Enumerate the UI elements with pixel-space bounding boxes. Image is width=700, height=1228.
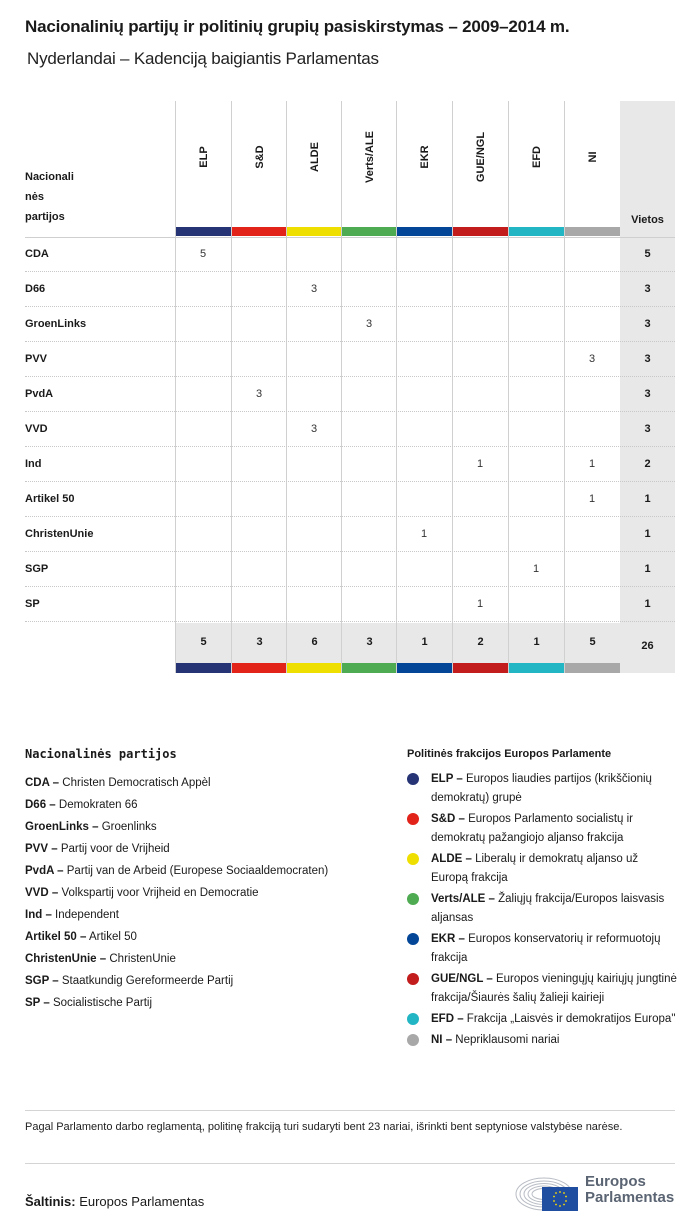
column-label: S&D xyxy=(253,145,266,169)
table-row xyxy=(25,272,675,307)
party-name: CDA xyxy=(25,248,49,260)
row-header: Nacionali nės partijos xyxy=(25,171,74,223)
group-color-bar xyxy=(176,227,231,236)
group-totals-row xyxy=(175,623,620,673)
color-dot-icon xyxy=(407,773,419,785)
party-legend-item: CDA – Christen Democratisch Appèl xyxy=(25,777,211,789)
group-total-cell xyxy=(508,623,564,673)
party-legend-item: ChristenUnie – ChristenUnie xyxy=(25,953,176,965)
column-header-ekr xyxy=(396,101,452,237)
group-total-value: 3 xyxy=(256,636,263,648)
seat-cell: 1 xyxy=(588,493,596,505)
group-color-bar xyxy=(232,663,287,673)
table-row xyxy=(25,377,675,412)
color-dot-icon xyxy=(407,933,419,945)
column-header-efd xyxy=(508,101,564,237)
group-total-value: 5 xyxy=(200,636,207,648)
group-total-value: 1 xyxy=(533,636,540,648)
party-legend-item: Artikel 50 – Artikel 50 xyxy=(25,931,137,943)
party-name: PVV xyxy=(25,353,48,365)
party-name: Ind xyxy=(25,458,42,470)
group-total-cell xyxy=(564,623,620,673)
party-legend-item: SGP – Staatkundig Gereformeerde Partij xyxy=(25,975,234,987)
party-name: Artikel 50 xyxy=(25,493,75,505)
groups-legend xyxy=(407,770,677,1052)
page-title: Nacionalinių partijų ir politinių grupių pasiskirstymas – 2009–2014 m. xyxy=(25,17,570,36)
seat-cell: 1 xyxy=(532,563,540,575)
table-row xyxy=(25,517,675,552)
footnote: Pagal Parlamento darbo reglamentą, politinę frakciją turi sudaryti bent 23 nariai, išrinkti bent septyniose valstybėse narėse. xyxy=(25,1121,623,1133)
row-total: 2 xyxy=(644,458,651,470)
color-dot-icon xyxy=(407,1034,419,1046)
column-label: EFD xyxy=(530,146,543,168)
seat-cell: 5 xyxy=(199,248,207,260)
column-header-sd xyxy=(231,101,287,237)
party-legend-item: PVV – Partij voor de Vrijheid xyxy=(25,843,170,855)
page-subtitle: Nyderlandai – Kadenciją baigiantis Parlamentas xyxy=(27,49,379,68)
party-name: VVD xyxy=(25,423,48,435)
group-total-cell xyxy=(396,623,452,673)
table-row xyxy=(25,412,675,447)
group-total-value: 3 xyxy=(366,636,373,648)
group-color-bar xyxy=(287,663,342,673)
table-row xyxy=(25,237,675,272)
group-total-cell xyxy=(286,623,342,673)
european-parliament-logo xyxy=(514,1172,684,1212)
row-total: 5 xyxy=(644,248,651,260)
group-color-bar xyxy=(565,227,620,236)
party-legend-item: SP – Socialistische Partij xyxy=(25,997,153,1009)
column-header-ni xyxy=(564,101,620,237)
group-legend-item: EFD – Frakcija „Laisvės ir demokratijos Europa" xyxy=(407,1010,677,1029)
party-name: GroenLinks xyxy=(25,318,87,330)
party-name: SGP xyxy=(25,563,49,575)
national-parties-legend-title: Nacionalinės partijos xyxy=(25,747,177,761)
row-total: 3 xyxy=(644,388,651,400)
group-total-cell xyxy=(231,623,287,673)
group-total-value: 1 xyxy=(421,636,428,648)
row-total: 3 xyxy=(644,353,651,365)
group-total-cell xyxy=(175,623,231,673)
party-legend-item: PvdA – Partij van de Arbeid (Europese Sociaaldemocraten) xyxy=(25,865,329,877)
seat-cell: 1 xyxy=(476,598,484,610)
column-label: GUE/NGL xyxy=(474,131,487,183)
party-legend-item: GroenLinks – Groenlinks xyxy=(25,821,157,833)
row-total: 1 xyxy=(644,528,651,540)
color-dot-icon xyxy=(407,813,419,825)
group-total-value: 6 xyxy=(311,636,318,648)
group-total-value: 2 xyxy=(477,636,484,648)
party-name: ChristenUnie xyxy=(25,528,94,540)
seat-cell: 3 xyxy=(255,388,263,400)
group-color-bar xyxy=(453,227,508,236)
source: Šaltinis: Europos Parlamentas xyxy=(25,1194,205,1209)
party-legend-item: Ind – Independent xyxy=(25,909,119,921)
column-header-alde xyxy=(286,101,342,237)
seat-cell: 3 xyxy=(310,283,318,295)
grand-total: 26 xyxy=(641,640,654,652)
seat-cell: 3 xyxy=(365,318,373,330)
group-color-bar xyxy=(232,227,287,236)
vietos-header: Vietos xyxy=(631,214,664,226)
table-row xyxy=(25,482,675,517)
column-label: NI xyxy=(586,151,599,163)
groups-legend-title: Politinės frakcijos Europos Parlamente xyxy=(407,748,612,760)
group-legend-item: NI – Nepriklausomi nariai xyxy=(407,1031,677,1050)
color-dot-icon xyxy=(407,1013,419,1025)
group-color-bar xyxy=(565,663,620,673)
column-label: EKR xyxy=(418,145,431,169)
group-color-bar xyxy=(397,663,452,673)
party-name: D66 xyxy=(25,283,46,295)
table-row xyxy=(25,587,675,622)
row-total: 3 xyxy=(644,423,651,435)
table-row xyxy=(25,307,675,342)
row-total: 1 xyxy=(644,598,651,610)
group-legend-item: Verts/ALE – Žaliųjų frakcija/Europos laisvasis aljansas xyxy=(407,890,677,928)
hemicycle-icon xyxy=(514,1172,580,1212)
group-total-cell xyxy=(452,623,508,673)
group-total-value: 5 xyxy=(589,636,596,648)
row-total: 1 xyxy=(644,563,651,575)
group-color-bar xyxy=(509,663,564,673)
group-color-bar xyxy=(176,663,231,673)
party-legend-item: VVD – Volkspartij voor Vrijheid en Democratie xyxy=(25,887,259,899)
seat-cell: 1 xyxy=(588,458,596,470)
table-row xyxy=(25,342,675,377)
national-parties-legend xyxy=(25,772,328,1014)
party-legend-item: D66 – Demokraten 66 xyxy=(25,799,138,811)
seat-cell: 3 xyxy=(310,423,318,435)
table-row xyxy=(25,552,675,587)
logo-text: Europos Parlamentas xyxy=(585,1173,675,1206)
column-header-guengl xyxy=(452,101,508,237)
party-name: SP xyxy=(25,598,40,610)
group-legend-item: GUE/NGL – Europos vieningųjų kairiųjų jungtinė frakcija/Šiaurės šalių žalieji kairieji xyxy=(407,970,677,1008)
row-total: 3 xyxy=(644,318,651,330)
group-color-bar xyxy=(287,227,342,236)
group-legend-item: S&D – Europos Parlamento socialistų ir demokratų pažangiojo aljanso frakcija xyxy=(407,810,677,848)
column-header-elp xyxy=(175,101,231,237)
group-color-bar xyxy=(453,663,508,673)
seat-cell: 3 xyxy=(588,353,596,365)
group-color-bar xyxy=(509,227,564,236)
group-color-bar xyxy=(397,227,452,236)
group-color-bar xyxy=(342,663,397,673)
group-total-cell xyxy=(341,623,397,673)
divider xyxy=(25,1110,675,1111)
seat-cell: 1 xyxy=(420,528,428,540)
group-legend-item: ELP – Europos liaudies partijos (krikščionių demokratų) grupė xyxy=(407,770,677,808)
column-label: Verts/ALE xyxy=(363,131,376,183)
table-row xyxy=(25,447,675,482)
color-dot-icon xyxy=(407,973,419,985)
column-header-vertsale xyxy=(341,101,397,237)
group-legend-item: EKR – Europos konservatorių ir reformuotojų frakcija xyxy=(407,930,677,968)
color-dot-icon xyxy=(407,893,419,905)
row-total: 1 xyxy=(644,493,651,505)
divider xyxy=(25,1163,675,1164)
party-name: PvdA xyxy=(25,388,54,400)
seat-cell: 1 xyxy=(476,458,484,470)
column-label: ALDE xyxy=(308,142,321,172)
group-legend-item: ALDE – Liberalų ir demokratų aljanso už Europą frakcija xyxy=(407,850,677,888)
row-total: 3 xyxy=(644,283,651,295)
column-label: ELP xyxy=(197,146,210,168)
group-color-bar xyxy=(342,227,397,236)
color-dot-icon xyxy=(407,853,419,865)
